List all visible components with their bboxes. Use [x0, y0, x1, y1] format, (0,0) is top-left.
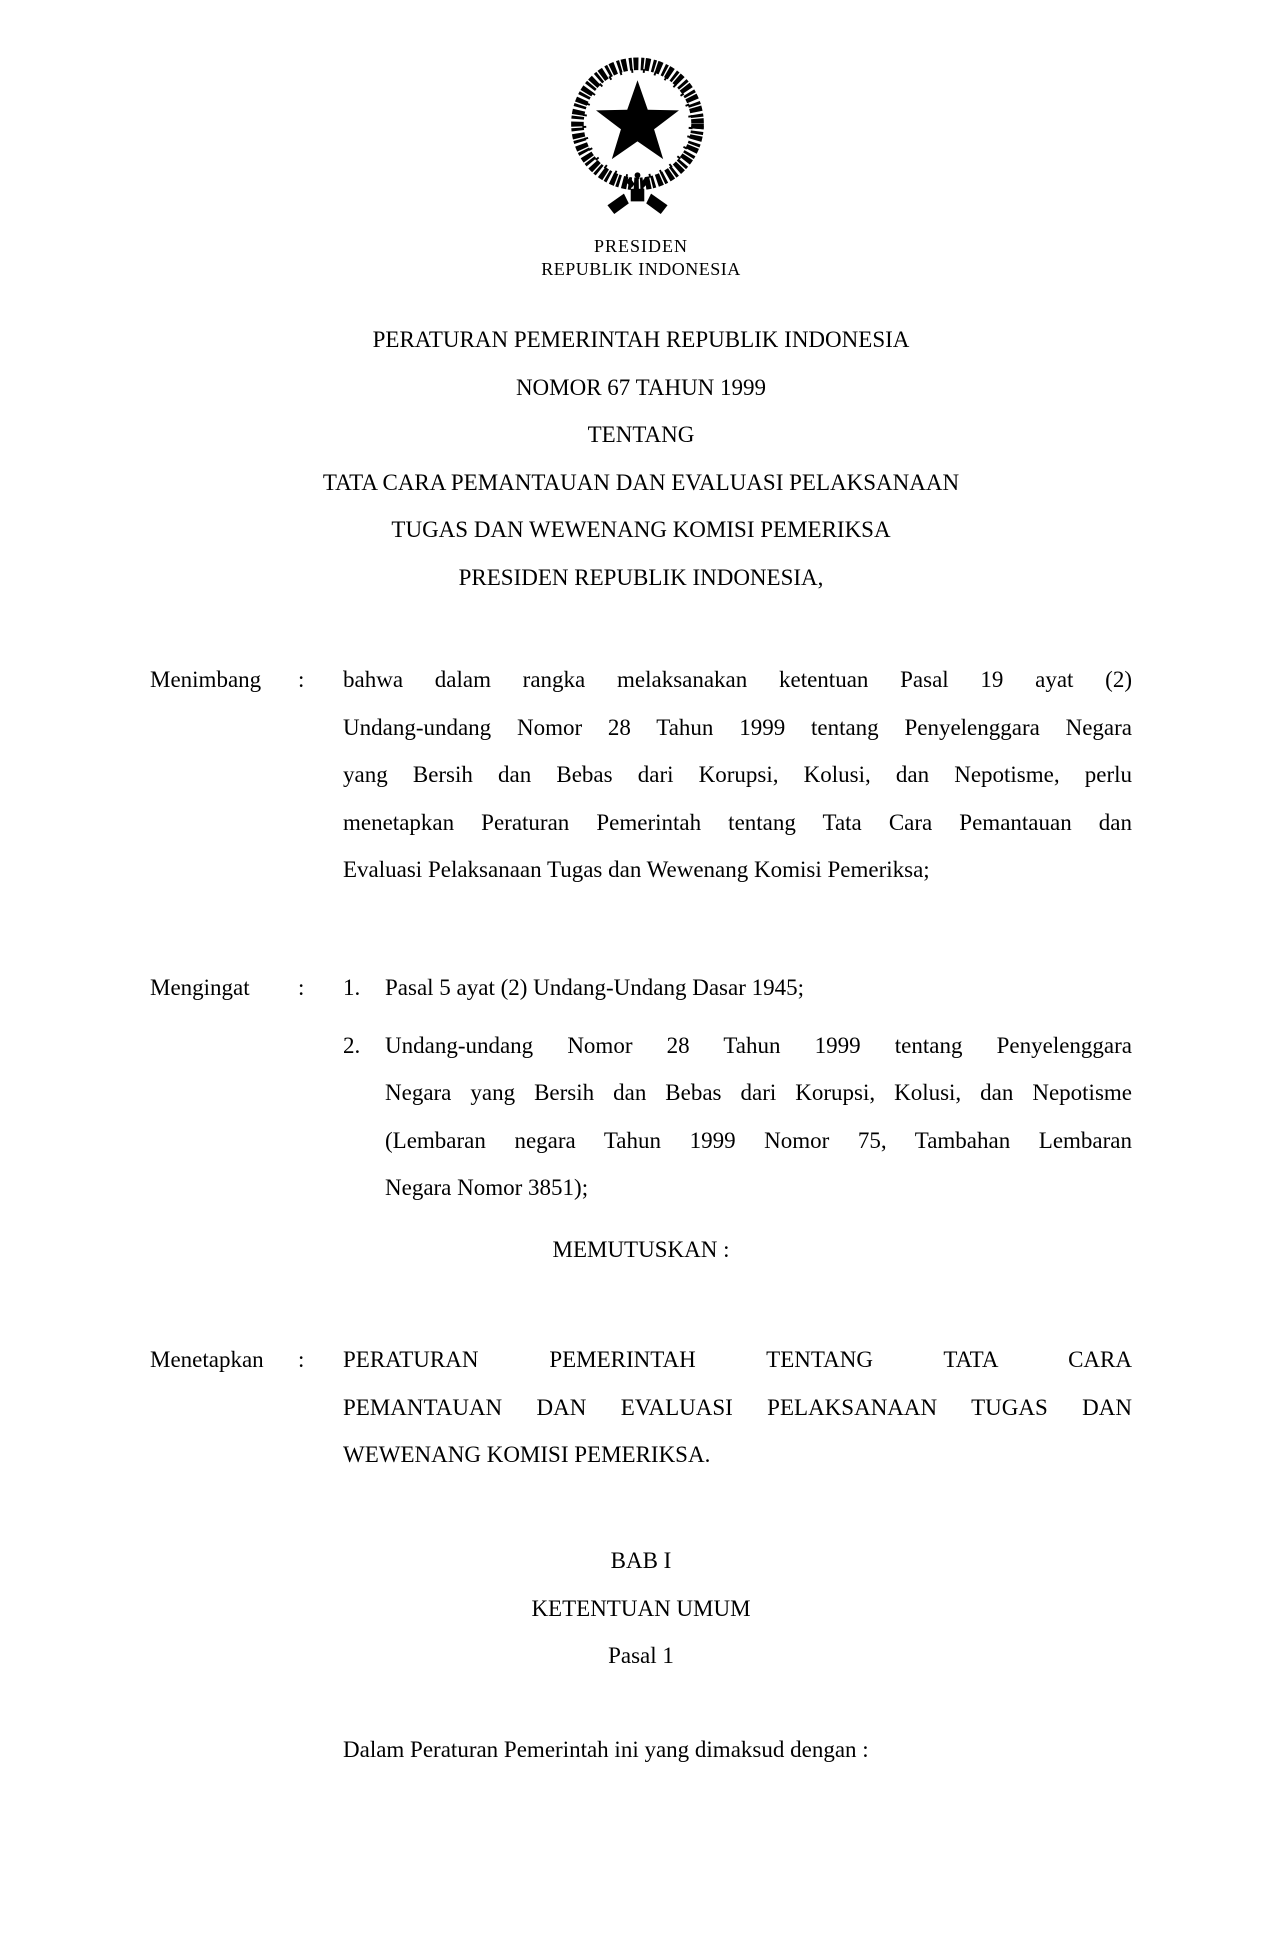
mengingat-item-2-text	[385, 1022, 1132, 1212]
regulation-title	[150, 316, 1132, 601]
star-wreath-emblem	[560, 38, 715, 233]
mengingat-list	[343, 964, 1132, 1212]
letterhead-republik-indonesia: REPUBLIK INDONESIA	[541, 259, 741, 279]
star-icon	[596, 80, 679, 159]
mengingat-item-2-line: Undang-undang Nomor 28 Tahun 1999 tentang Penyelenggara	[385, 1032, 1132, 1058]
mengingat-colon: :	[298, 975, 305, 1000]
menetapkan-label: Menetapkan	[150, 1347, 264, 1372]
mengingat-item-2-number: 2.	[343, 1032, 361, 1058]
mengingat-item-2-line: Negara yang Bersih dan Bebas dari Korupsi, Kolusi, dan Nepotisme	[385, 1080, 1132, 1105]
mengingat-item-2	[343, 1022, 1132, 1212]
mengingat-section	[150, 964, 1132, 1212]
menimbang-line: bahwa dalam rangka melaksanakan ketentuan Pasal 19 ayat (2)	[343, 667, 1132, 692]
menimbang-label: Menimbang	[150, 667, 262, 692]
menimbang-paragraph	[343, 656, 1132, 894]
article-intro-line: Dalam Peraturan Pemerintah ini yang dimaksud dengan :	[343, 1737, 869, 1762]
mengingat-item-2-line: (Lembaran negara Tahun 1999 Nomor 75, Tambahan Lembaran	[385, 1127, 1132, 1153]
mengingat-item-1-line: Pasal 5 ayat (2) Undang-Undang Dasar 1945;	[385, 975, 804, 1000]
title-line-presiden: PRESIDEN REPUBLIK INDONESIA,	[458, 564, 824, 590]
title-line-subject-1: TATA CARA PEMANTAUAN DAN EVALUASI PELAKSANAAN	[322, 469, 960, 495]
title-line-number: NOMOR 67 TAHUN 1999	[515, 374, 767, 400]
menimbang-colon: :	[298, 667, 305, 692]
menimbang-line: Undang-undang Nomor 28 Tahun 1999 tentang Penyelenggara Negara	[343, 714, 1132, 740]
menetapkan-colon: :	[298, 1347, 305, 1372]
article-number: Pasal 1	[608, 1643, 674, 1668]
chapter-heading	[150, 1537, 1132, 1680]
presidential-seal-icon	[560, 38, 715, 233]
mengingat-item-2-line: Negara Nomor 3851);	[385, 1175, 589, 1200]
menetapkan-line: PEMANTAUAN DAN EVALUASI PELAKSANAAN TUGAS DAN	[343, 1394, 1132, 1420]
menetapkan-line: WEWENANG KOMISI PEMERIKSA.	[343, 1442, 711, 1467]
letterhead-presiden: PRESIDEN	[593, 236, 688, 256]
menimbang-line: menetapkan Peraturan Pemerintah tentang Tata Cara Pemantauan dan	[343, 809, 1132, 835]
mengingat-item-1-number: 1.	[343, 975, 361, 1000]
menetapkan-section	[150, 1336, 1132, 1479]
mengingat-item-1	[343, 964, 1132, 1012]
title-line-tentang: TENTANG	[587, 422, 695, 447]
title-line-subject-2: TUGAS DAN WEWENANG KOMISI PEMERIKSA	[391, 517, 891, 542]
title-line-regulation: PERATURAN PEMERINTAH REPUBLIK INDONESIA	[372, 327, 910, 352]
chapter-title: KETENTUAN UMUM	[531, 1595, 751, 1621]
memutuskan-heading: MEMUTUSKAN :	[552, 1237, 730, 1262]
chapter-number: BAB I	[610, 1548, 672, 1573]
mengingat-label: Mengingat	[150, 975, 250, 1000]
menimbang-line: yang Bersih dan Bebas dari Korupsi, Kolusi, dan Nepotisme, perlu	[343, 762, 1132, 787]
mengingat-item-1-text	[385, 964, 1132, 1012]
menimbang-section	[150, 656, 1132, 894]
menetapkan-line: PERATURAN PEMERINTAH TENTANG TATA CARA	[343, 1347, 1132, 1372]
menimbang-line: Evaluasi Pelaksanaan Tugas dan Wewenang Komisi Pemeriksa;	[343, 857, 930, 882]
menetapkan-paragraph	[343, 1336, 1132, 1479]
